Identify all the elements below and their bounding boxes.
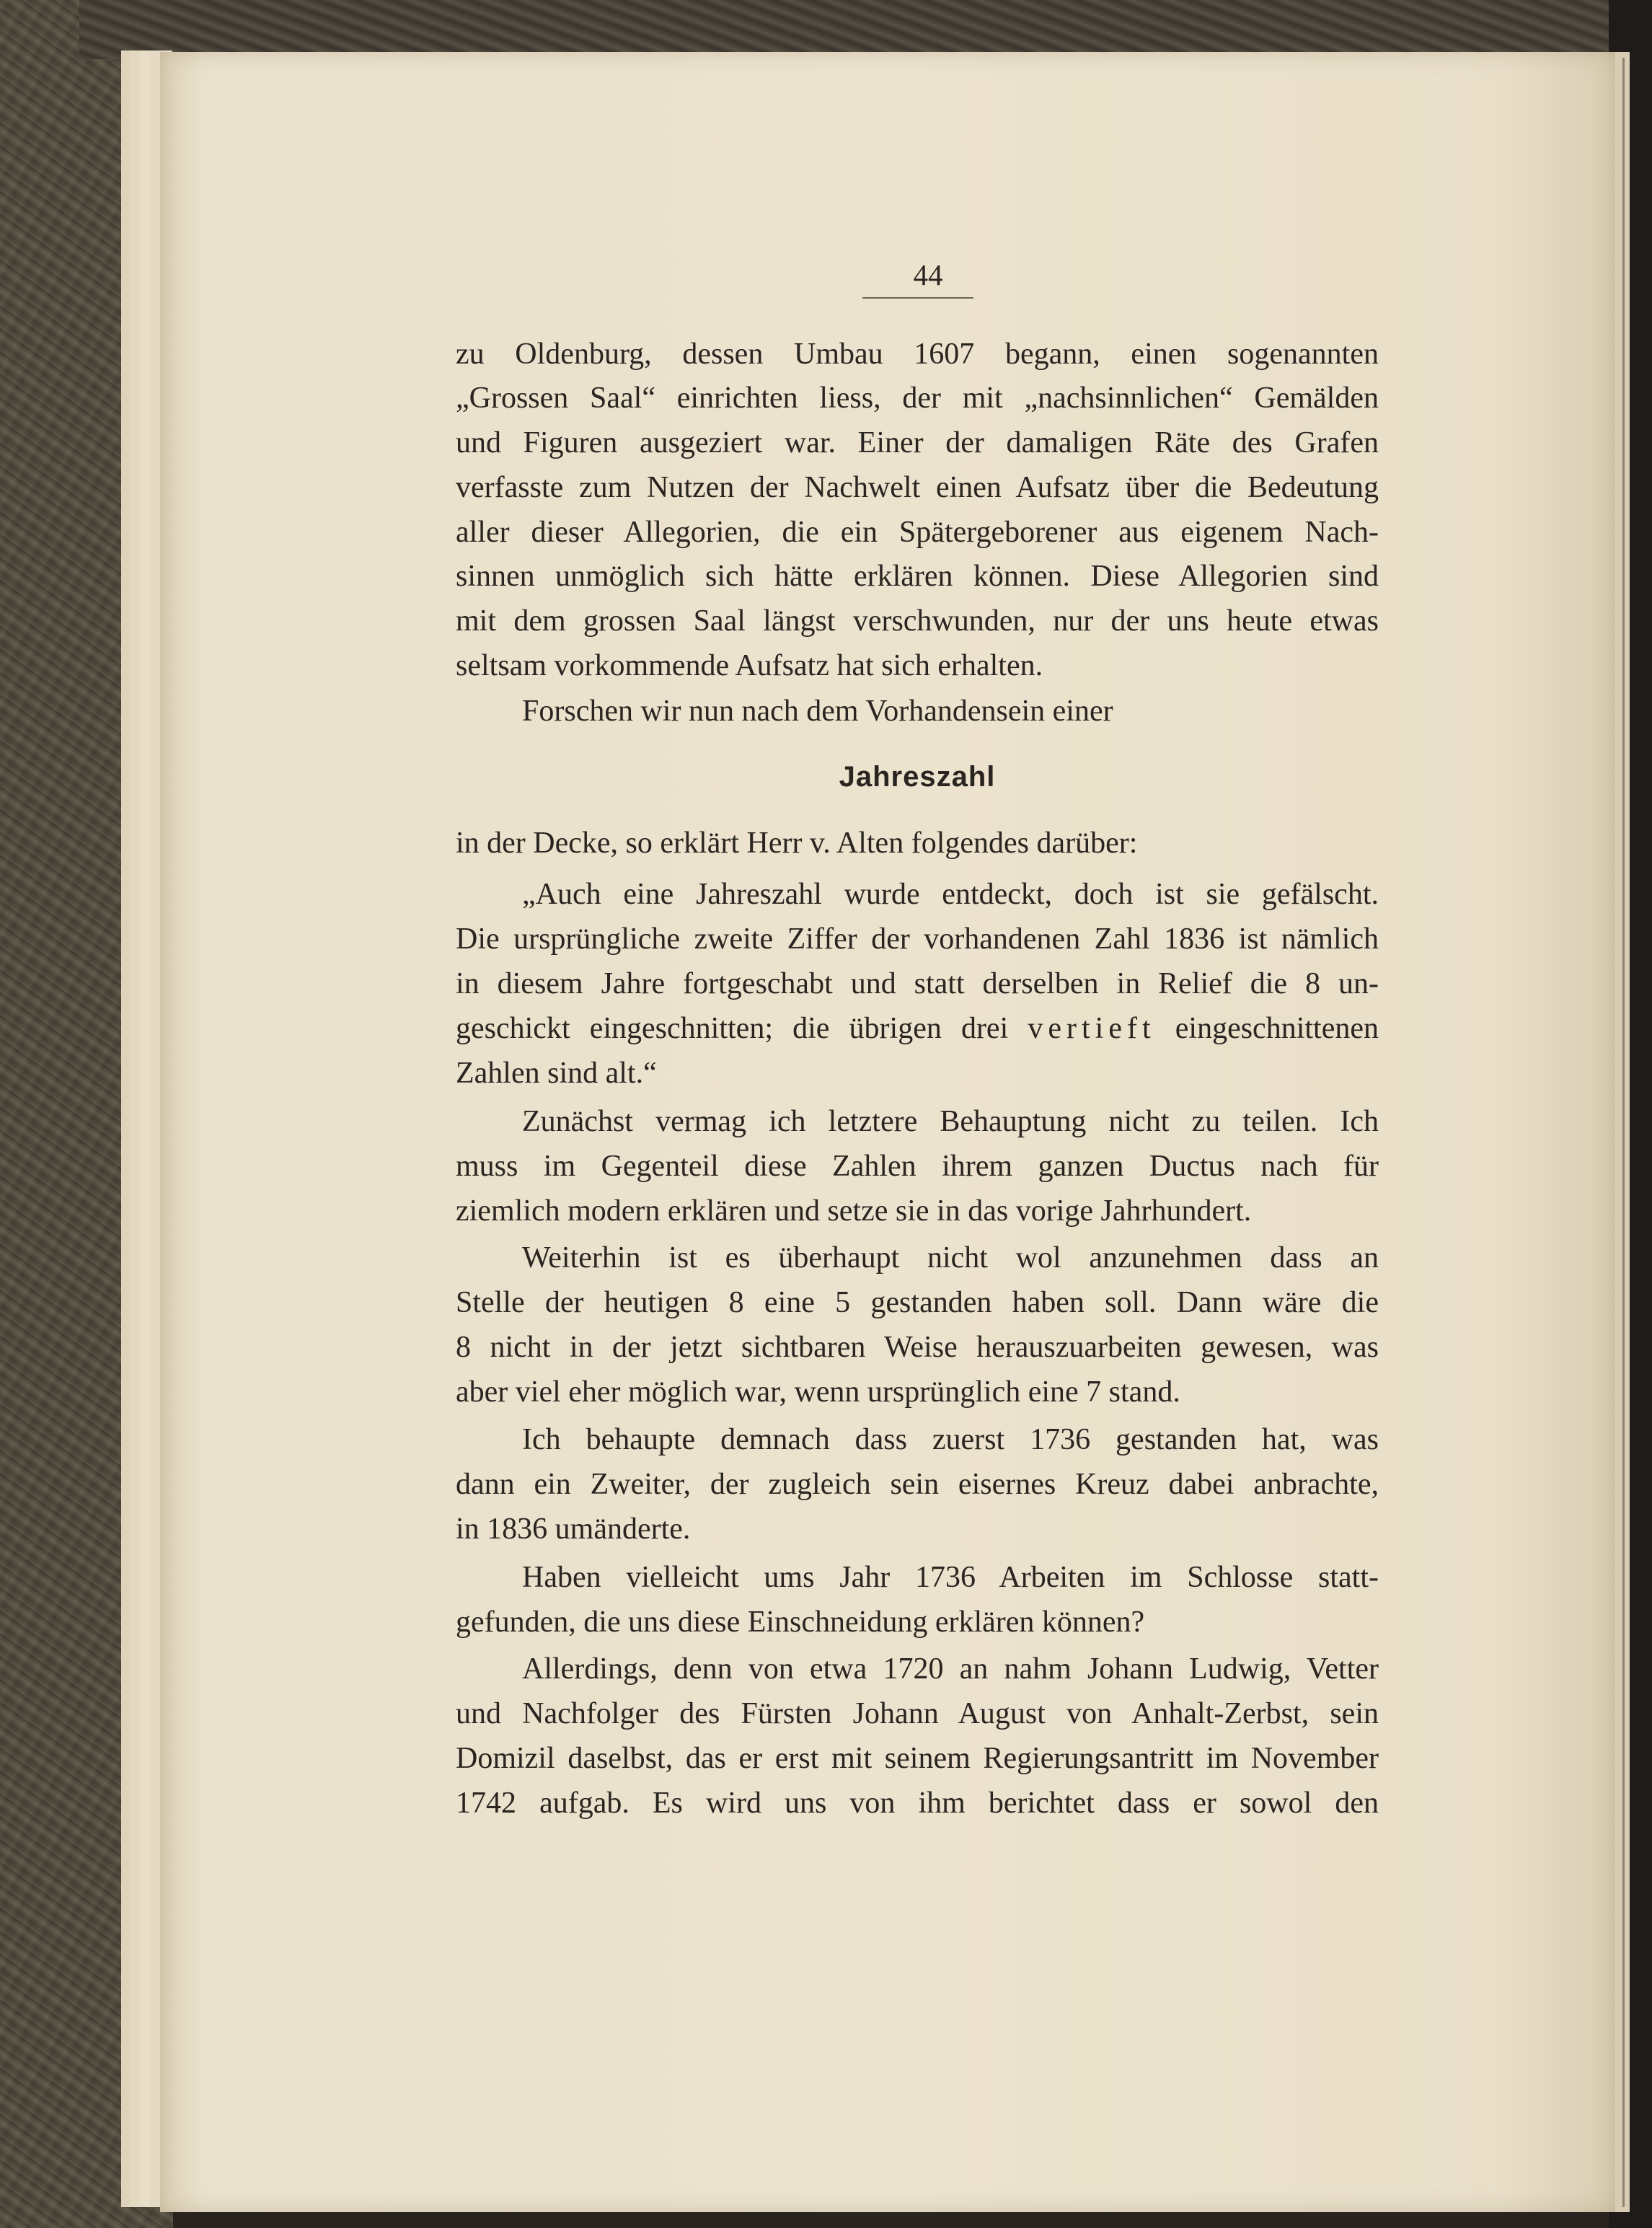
text-line: mit dem grossen Saal längst verschwunden, nur der uns heute etwas bbox=[456, 604, 1379, 638]
text-line: Forschen wir nun nach dem Vorhandensein einer bbox=[522, 695, 1113, 728]
quote-line: Die ursprüngliche zweite Ziffer der vorhandenen Zahl 1836 ist nämlich bbox=[456, 923, 1379, 956]
text-line: in der Decke, so erklärt Herr v. Alten folgendes darüber: bbox=[456, 827, 1138, 860]
text-line: Zunächst vermag ich letztere Behauptung nicht zu teilen. Ich bbox=[522, 1105, 1379, 1138]
page-number-rule bbox=[862, 297, 973, 299]
text-line: Weiterhin ist es überhaupt nicht wol anzunehmen dass an bbox=[522, 1241, 1379, 1274]
text-line: und Figuren ausgeziert war. Einer der damaligen Räte des Grafen bbox=[456, 426, 1379, 459]
text-line: 1742 aufgab. Es wird uns von ihm berichtet dass er sowol den bbox=[456, 1787, 1379, 1820]
page-number: 44 bbox=[913, 258, 943, 291]
text-line: Haben vielleicht ums Jahr 1736 Arbeiten im Schlosse statt- bbox=[522, 1561, 1379, 1594]
quote-line: Zahlen sind alt.“ bbox=[456, 1057, 657, 1090]
text-line: 8 nicht in der jetzt sichtbaren Weise herauszuarbeiten gewesen, was bbox=[456, 1331, 1379, 1364]
text-line: muss im Gegenteil diese Zahlen ihrem ganzen Ductus nach für bbox=[456, 1150, 1379, 1183]
emphasized-word: vertieft bbox=[1028, 1012, 1156, 1045]
text-line: zu Oldenburg, dessen Umbau 1607 begann, einen sogenannten bbox=[456, 338, 1379, 371]
text-line: verfasste zum Nutzen der Nachwelt einen Aufsatz über die Bedeutung bbox=[456, 471, 1379, 504]
marbled-top-edge bbox=[79, 0, 1652, 59]
quote-line: in diesem Jahre fortgeschabt und statt derselben in Relief die 8 un- bbox=[456, 967, 1379, 1000]
text-line: dann ein Zweiter, der zugleich sein eisernes Kreuz dabei anbrachte, bbox=[456, 1468, 1379, 1501]
section-heading: Jahreszahl bbox=[839, 761, 996, 793]
text-line: Stelle der heutigen 8 eine 5 gestanden haben soll. Dann wäre die bbox=[456, 1286, 1379, 1319]
text-line: aller dieser Allegorien, die ein Spätergeborener aus eigenem Nach- bbox=[456, 516, 1379, 549]
text-line: sinnen unmöglich sich hätte erklären können. Diese Allegorien sind bbox=[456, 560, 1379, 593]
text-line: Domizil daselbst, das er erst mit seinem Regierungsantritt im November bbox=[456, 1742, 1379, 1775]
text-span: eingeschnittenen bbox=[1155, 1012, 1379, 1045]
text-line: Allerdings, denn von etwa 1720 an nahm Johann Ludwig, Vetter bbox=[522, 1652, 1379, 1686]
gutter-rule bbox=[1622, 58, 1625, 2207]
text-line: Ich behaupte demnach dass zuerst 1736 gestanden hat, was bbox=[522, 1423, 1379, 1456]
text-line: in 1836 umänderte. bbox=[456, 1513, 691, 1546]
text-line: „Grossen Saal“ einrichten liess, der mit „nachsinnlichen“ Gemälden bbox=[456, 382, 1379, 415]
quote-line: „Auch eine Jahreszahl wurde entdeckt, doch ist sie gefälscht. bbox=[522, 878, 1379, 911]
text-line: ziemlich modern erklären und setze sie in das vorige Jahrhundert. bbox=[456, 1194, 1252, 1228]
text-span: geschickt eingeschnitten; die übrigen drei bbox=[456, 1012, 1028, 1045]
text-line: aber viel eher möglich war, wenn ursprünglich eine 7 stand. bbox=[456, 1375, 1180, 1409]
text-line: und Nachfolger des Fürsten Johann August von Anhalt-Zerbst, sein bbox=[456, 1697, 1379, 1730]
text-line: seltsam vorkommende Aufsatz hat sich erhalten. bbox=[456, 649, 1043, 682]
quote-line bbox=[456, 1013, 1379, 1044]
text-line: gefunden, die uns diese Einschneidung erklären können? bbox=[456, 1606, 1145, 1639]
